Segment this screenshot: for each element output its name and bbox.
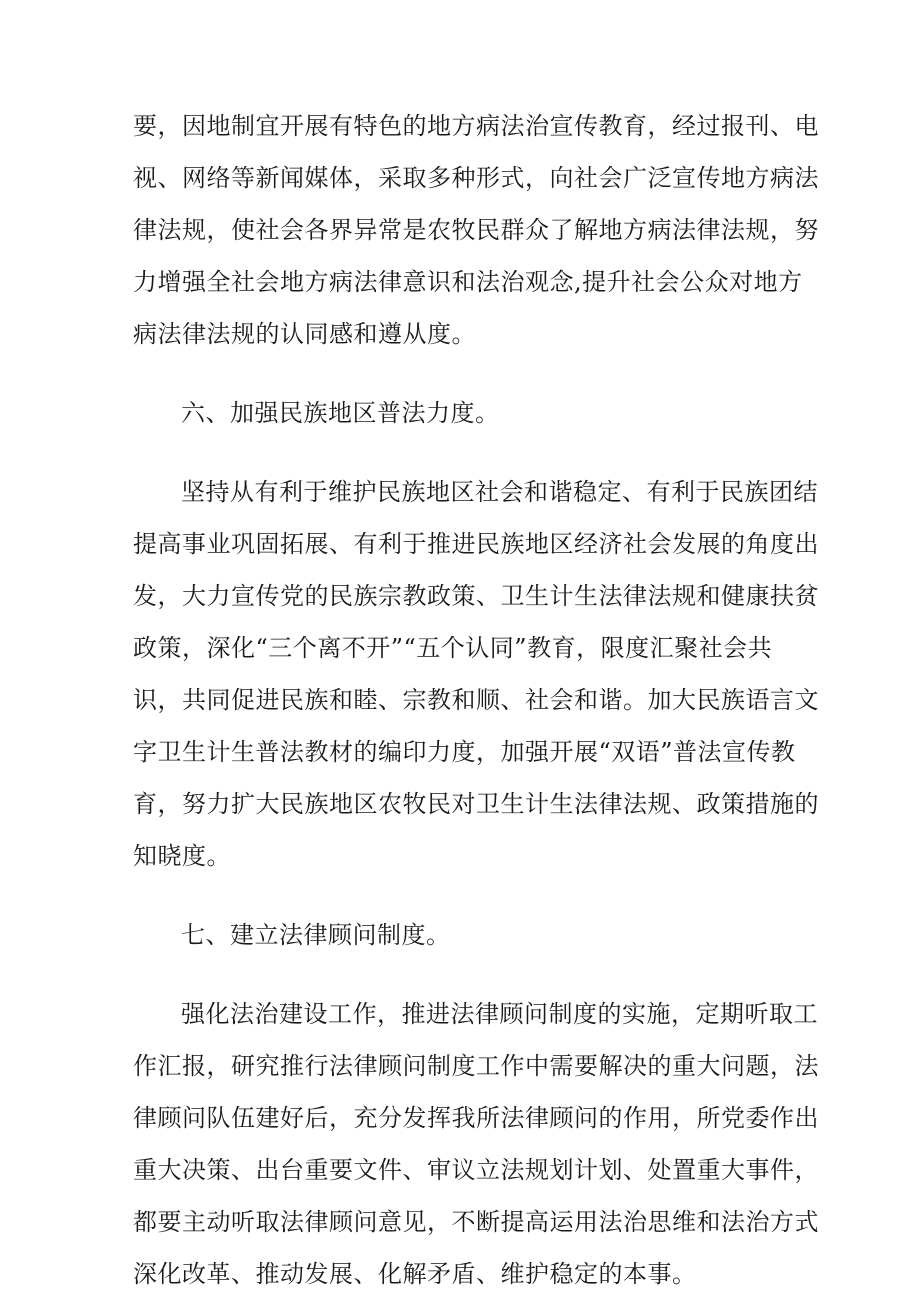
paragraph-line: 重大决策、出台重要文件、审议立法规划计划、处置重大事件， — [133, 1156, 819, 1184]
paragraph-line: 强化法治建设工作，推进法律顾问制度的实施，定期听取工 — [181, 1000, 818, 1028]
paragraph-line: 政策，深化“三个离不开”“五个认同”教育，限度汇聚社会共 — [133, 634, 773, 662]
paragraph-spacer — [133, 439, 793, 466]
paragraph-legal-advisor — [133, 988, 819, 1300]
paragraph-spacer — [133, 961, 793, 988]
paragraph-line: 提高事业巩固拓展、有利于推进民族地区经济社会发展的角度出 — [133, 530, 819, 558]
paragraph-line: 坚持从有利于维护民族地区社会和谐稳定、有利于民族团结 — [181, 478, 818, 506]
paragraph-line: 要，因地制宜开展有特色的地方病法治宣传教育，经过报刊、电 — [133, 112, 819, 140]
paragraph-line: 字卫生计生普法教材的编印力度，加强开展“双语”普法宣传教 — [133, 738, 796, 766]
paragraph-ethnic-regions — [133, 466, 819, 882]
paragraph-line: 视、网络等新闻媒体，采取多种形式，向社会广泛宣传地方病法 — [133, 164, 819, 192]
paragraph-continuation — [133, 100, 819, 360]
paragraph-line: 力增强全社会地方病法律意识和法治观念,提升社会公众对地方 — [133, 268, 803, 296]
paragraph-line: 识，共同促进民族和睦、宗教和顺、社会和谐。加大民族语言文 — [133, 686, 819, 714]
paragraph-line: 律顾问队伍建好后，充分发挥我所法律顾问的作用，所党委作出 — [133, 1104, 819, 1132]
paragraph-line: 律法规，使社会各界异常是农牧民群众了解地方病法律法规，努 — [133, 216, 819, 244]
document-body — [133, 100, 819, 1300]
paragraph-line: 作汇报，研究推行法律顾问制度工作中需要解决的重大问题，法 — [133, 1052, 819, 1080]
paragraph-line: 发，大力宣传党的民族宗教政策、卫生计生法律法规和健康扶贫 — [133, 582, 819, 610]
paragraph-line: 知晓度。 — [133, 842, 231, 870]
paragraph-line: 都要主动听取法律顾问意见，不断提高运用法治思维和法治方式 — [133, 1208, 819, 1236]
paragraph-line: 育，努力扩大民族地区农牧民对卫生计生法律法规、政策措施的 — [133, 790, 819, 818]
section-heading-6: 六、加强民族地区普法力度。 — [181, 399, 500, 427]
paragraph-line: 深化改革、推动发展、化解矛盾、维护稳定的本事。 — [133, 1260, 697, 1288]
paragraph-line: 病法律法规的认同感和遵从度。 — [133, 320, 476, 348]
section-heading-7: 七、建立法律顾问制度。 — [181, 921, 451, 949]
paragraph-spacer — [133, 360, 793, 387]
paragraph-spacer — [133, 882, 793, 909]
